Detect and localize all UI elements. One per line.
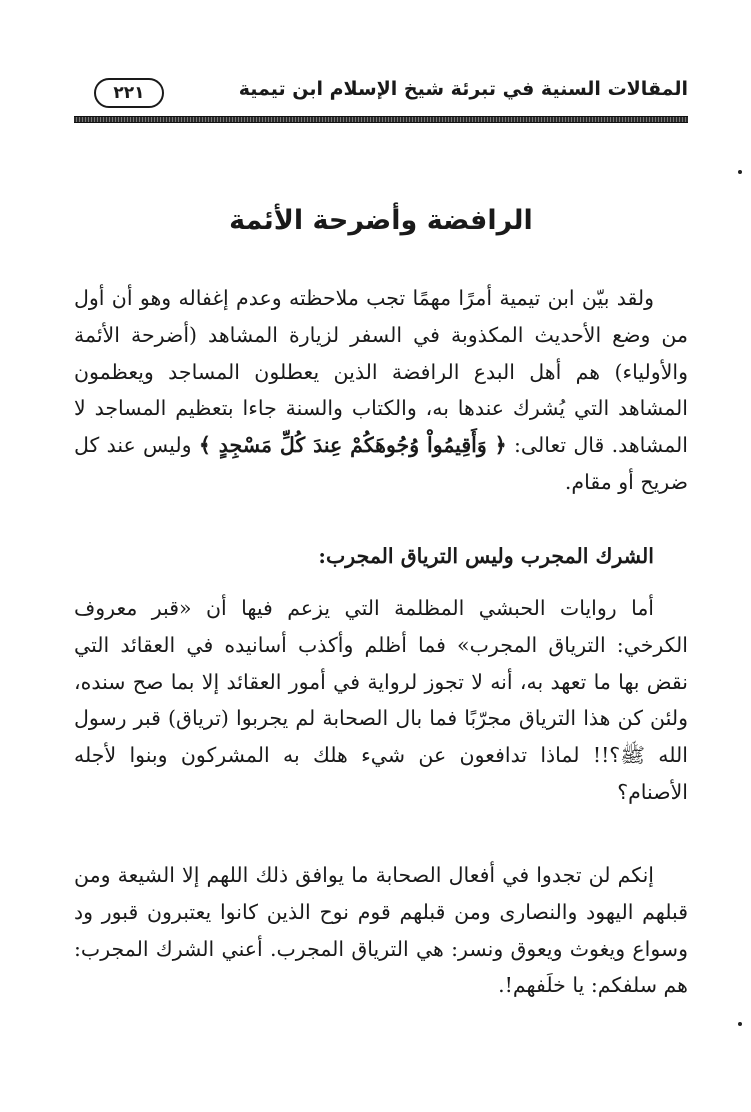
page-header [74, 74, 688, 114]
margin-mark [738, 170, 742, 174]
paragraph-2 [74, 590, 688, 811]
quran-verse: ﴿ وَأَقِيمُواْ وُجُوهَكُمْ عِندَ كُلِّ مَسْجِدٍ ﴾ [198, 433, 507, 458]
paragraph-3 [74, 857, 688, 1004]
paragraph-1-end: وليس عند كل ضريح أو مقام. [74, 433, 688, 494]
paragraph-3-text: إنكم لن تجدوا في أفعال الصحابة ما يوافق ذلك اللهم إلا الشيعة ومن قبلهم اليهود والنصارى ومن قبلهم قوم نوح الذين كانوا يعتبرون قبور ود وسواع ويغوث ويعوق ونسر: هي الترياق المجرب. أعني الشرك المجرب: هم سلفكم: يا خلَفهم!. [74, 863, 688, 998]
header-divider [74, 116, 688, 123]
paragraph-1 [74, 280, 688, 501]
margin-mark [738, 1022, 742, 1026]
section-title: الرافضة وأضرحة الأئمة [229, 205, 533, 236]
page-number: ٢٢١ [94, 78, 164, 108]
running-title: المقالات السنية في تبرئة شيخ الإسلام ابن تيمية [238, 78, 688, 100]
paragraph-2-text: أما روايات الحبشي المظلمة التي يزعم فيها أن «قبر معروف الكرخي: الترياق المجرب» فما أظلم وأكذب أسانيده في العقائد التي نقض بها ما تعهد به، أنه لا تجوز لرواية في أمور العقائد إلا بما صح سنده، ولئن كن هذا الترياق مجرّبًا فما بال الصحابة لم يجربوا (ترياق) قبر رسول الله ﷺ؟!! لماذا تدافعون عن شيء هلك به المشركون وبنوا لأجله الأصنام؟ [74, 596, 688, 804]
subheading: الشرك المجرب وليس الترياق المجرب: [318, 544, 654, 568]
paragraph-1-text: ولقد بيّن ابن تيمية أمرًا مهمًا تجب ملاحظته وعدم إغفاله وهو أن أول من وضع الأحديث المكذوبة في السفر لزيارة المشاهد (أضرحة الأئمة والأولياء) هم أهل البدع الرافضة الذين يعطلون المساجد ويعظمون المشاهد التي يُشرك عندها به، والكتاب والسنة جاءا بتعظيم المساجد لا المشاهد. قال تعالى: [74, 286, 688, 458]
